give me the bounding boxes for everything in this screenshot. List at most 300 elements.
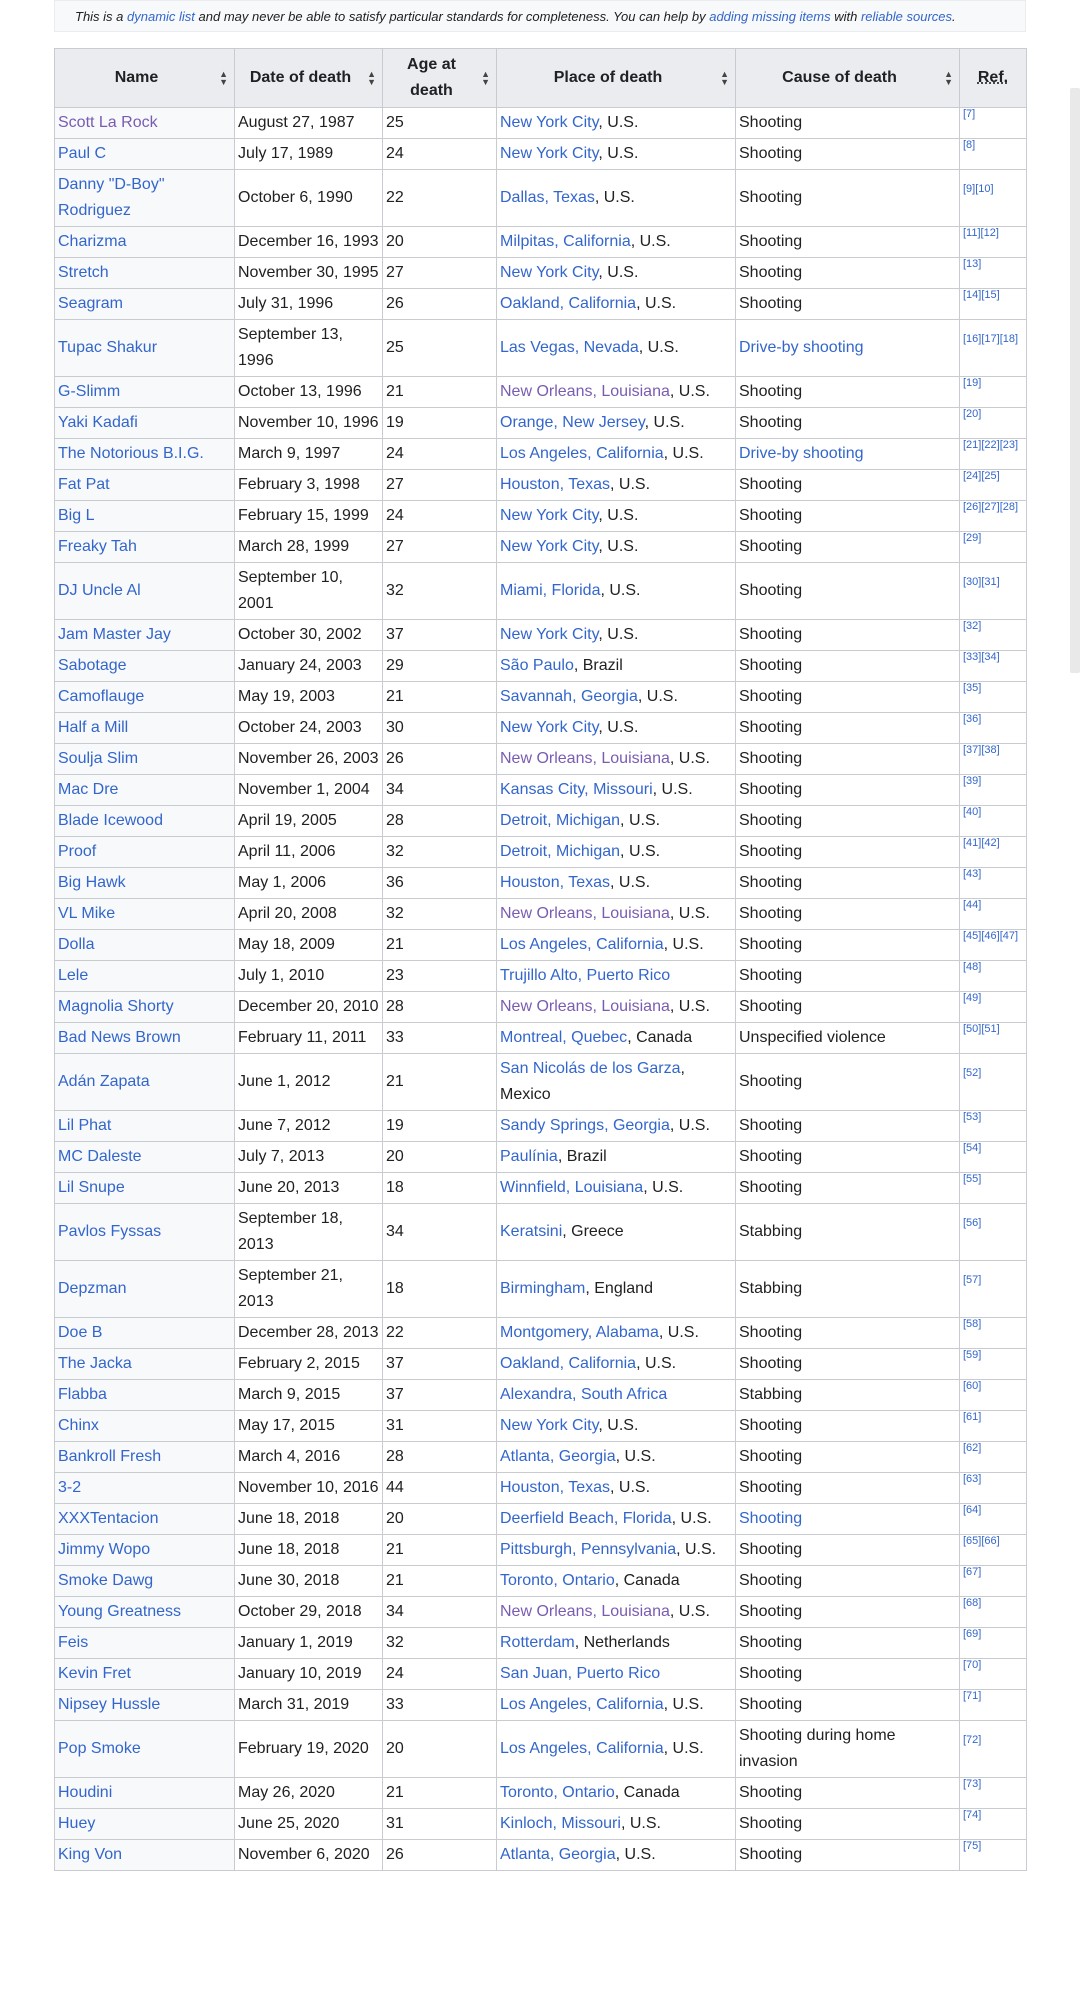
cause-text: Shooting xyxy=(739,414,803,431)
table-row xyxy=(55,1566,1027,1597)
cell-date: September 10, 2001 xyxy=(235,563,383,620)
artist-link[interactable]: Sabotage xyxy=(58,657,127,674)
place-link[interactable]: Miami, Florida xyxy=(500,582,601,599)
cell-ref xyxy=(960,1778,1027,1809)
reliable-sources-link[interactable]: reliable sources xyxy=(860,9,952,24)
place-rest: , U.S. xyxy=(669,1117,710,1134)
cause-link[interactable]: Drive-by shooting xyxy=(739,339,864,356)
cell-date: May 19, 2003 xyxy=(235,682,383,713)
place-rest: , U.S. xyxy=(676,1541,717,1558)
artist-link[interactable]: 3-2 xyxy=(58,1479,82,1496)
reference-link[interactable]: [61] xyxy=(963,1411,982,1423)
place-rest: , U.S. xyxy=(630,233,671,250)
cell-date: May 18, 2009 xyxy=(235,930,383,961)
artist-link[interactable]: Fat Pat xyxy=(58,476,110,493)
place-link[interactable]: Paulínia xyxy=(500,1148,558,1165)
artist-link[interactable]: Chinx xyxy=(58,1417,99,1434)
cell-ref xyxy=(960,377,1027,408)
reference-link[interactable]: [49] xyxy=(963,992,982,1004)
column-header-age[interactable] xyxy=(383,49,497,108)
cause-text: Stabbing xyxy=(739,1386,803,1403)
place-link[interactable]: Houston, Texas xyxy=(500,874,610,891)
reference-link[interactable]: [39] xyxy=(963,775,982,787)
cell-place xyxy=(497,408,736,439)
adding-missing-items-link[interactable]: adding missing items xyxy=(709,9,831,24)
cause-text: Shooting xyxy=(739,874,803,891)
cell-place xyxy=(497,1442,736,1473)
place-link[interactable]: Oakland, California xyxy=(500,295,637,312)
cell-name xyxy=(55,439,235,470)
reference-link[interactable]: [9][10] xyxy=(963,183,994,195)
cell-place xyxy=(497,1597,736,1628)
cell-date: September 18, 2013 xyxy=(235,1204,383,1261)
artist-link[interactable]: Flabba xyxy=(58,1386,107,1403)
cell-name xyxy=(55,837,235,868)
artist-link[interactable]: Camoflauge xyxy=(58,688,145,705)
column-header-ref xyxy=(960,49,1027,108)
artist-link[interactable]: Lil Phat xyxy=(58,1117,112,1134)
artist-link[interactable]: Scott La Rock xyxy=(58,114,158,131)
place-link[interactable]: Las Vegas, Nevada xyxy=(500,339,639,356)
cell-name xyxy=(55,682,235,713)
cell-place xyxy=(497,837,736,868)
table-row xyxy=(55,930,1027,961)
cause-text: Shooting xyxy=(739,1117,803,1134)
artist-link[interactable]: Big L xyxy=(58,507,95,524)
table-row xyxy=(55,744,1027,775)
place-link[interactable]: Montreal, Quebec xyxy=(500,1029,628,1046)
place-link[interactable]: New York City xyxy=(500,626,599,643)
reference-link[interactable]: [50][51] xyxy=(963,1023,1000,1035)
column-header-name[interactable] xyxy=(55,49,235,108)
sort-icon[interactable]: ▲ ▼ xyxy=(367,69,376,87)
cause-text: Shooting xyxy=(739,750,803,767)
cell-age: 30 xyxy=(383,713,497,744)
cell-place xyxy=(497,1690,736,1721)
artist-link[interactable]: Magnolia Shorty xyxy=(58,998,174,1015)
place-link[interactable]: Savannah, Georgia xyxy=(500,688,638,705)
reference-link[interactable]: [69] xyxy=(963,1628,982,1640)
cell-cause xyxy=(736,1173,960,1204)
reference-link[interactable]: [68] xyxy=(963,1597,982,1609)
reference-link[interactable]: [65][66] xyxy=(963,1535,1000,1547)
place-link[interactable]: Oakland, California xyxy=(500,1355,637,1372)
cell-ref xyxy=(960,1023,1027,1054)
reference-link[interactable]: [30][31] xyxy=(963,576,1000,588)
artist-link[interactable]: Adán Zapata xyxy=(58,1073,150,1090)
artist-link[interactable]: Pavlos Fyssas xyxy=(58,1223,162,1240)
cell-date: March 31, 2019 xyxy=(235,1690,383,1721)
place-rest: , U.S. xyxy=(598,538,639,555)
artist-link[interactable]: Feis xyxy=(58,1634,89,1651)
cause-text: Shooting xyxy=(739,812,803,829)
artist-link[interactable]: Pop Smoke xyxy=(58,1740,141,1757)
artist-link[interactable]: Seagram xyxy=(58,295,123,312)
cell-age: 25 xyxy=(383,108,497,139)
place-link[interactable]: Los Angeles, California xyxy=(500,1740,664,1757)
place-link[interactable]: Orange, New Jersey xyxy=(500,414,645,431)
cell-place xyxy=(497,899,736,930)
cause-link[interactable]: Drive-by shooting xyxy=(739,445,864,462)
cell-place xyxy=(497,563,736,620)
dynamic-list-link[interactable]: dynamic list xyxy=(127,9,195,24)
cell-ref xyxy=(960,563,1027,620)
place-link[interactable]: Rotterdam xyxy=(500,1634,575,1651)
artist-link[interactable]: Lele xyxy=(58,967,89,984)
cell-name xyxy=(55,1442,235,1473)
cell-place xyxy=(497,775,736,806)
artist-link[interactable]: Jam Master Jay xyxy=(58,626,171,643)
cell-age: 32 xyxy=(383,899,497,930)
cell-age: 34 xyxy=(383,1204,497,1261)
reference-link[interactable]: [74] xyxy=(963,1809,982,1821)
artist-link[interactable]: MC Daleste xyxy=(58,1148,142,1165)
reference-link[interactable]: [59] xyxy=(963,1349,982,1361)
column-header-cause[interactable] xyxy=(736,49,960,108)
place-link[interactable]: New York City xyxy=(500,145,599,162)
cell-ref xyxy=(960,620,1027,651)
place-link[interactable]: Los Angeles, California xyxy=(500,445,664,462)
artist-link[interactable]: The Notorious B.I.G. xyxy=(58,445,204,462)
place-rest: , U.S. xyxy=(594,189,635,206)
place-rest: , England xyxy=(585,1280,653,1297)
reference-link[interactable]: [67] xyxy=(963,1566,982,1578)
cell-name xyxy=(55,1054,235,1111)
artist-link[interactable]: Charizma xyxy=(58,233,127,250)
cause-text: Shooting xyxy=(739,657,803,674)
cell-ref xyxy=(960,439,1027,470)
cell-ref xyxy=(960,1840,1027,1871)
artist-link[interactable]: The Jacka xyxy=(58,1355,132,1372)
cause-text: Shooting xyxy=(739,264,803,281)
cell-date: October 29, 2018 xyxy=(235,1597,383,1628)
place-link[interactable]: San Nicolás de los Garza xyxy=(500,1060,681,1077)
artist-link[interactable]: Kevin Fret xyxy=(58,1665,131,1682)
place-link[interactable]: Detroit, Michigan xyxy=(500,843,621,860)
cause-text: Shooting xyxy=(739,538,803,555)
scrollbar[interactable] xyxy=(1070,88,1080,673)
cause-text: Shooting xyxy=(739,114,803,131)
cause-text: Shooting xyxy=(739,1696,803,1713)
cell-place xyxy=(497,1566,736,1597)
table-row xyxy=(55,439,1027,470)
cell-age: 28 xyxy=(383,992,497,1023)
reference-link[interactable]: [33][34] xyxy=(963,651,1000,663)
artist-link[interactable]: Dolla xyxy=(58,936,95,953)
table-row xyxy=(55,1261,1027,1318)
cause-text: Shooting xyxy=(739,1179,803,1196)
artist-link[interactable]: XXXTentacion xyxy=(58,1510,159,1527)
reference-link[interactable]: [20] xyxy=(963,408,982,420)
cell-cause xyxy=(736,1690,960,1721)
artist-link[interactable]: G-Slimm xyxy=(58,383,121,400)
cell-ref xyxy=(960,1809,1027,1840)
artist-link[interactable]: VL Mike xyxy=(58,905,116,922)
place-link[interactable]: Kinloch, Missouri xyxy=(500,1815,621,1832)
reference-link[interactable]: [14][15] xyxy=(963,289,1000,301)
place-link[interactable]: Los Angeles, California xyxy=(500,936,664,953)
place-link[interactable]: New York City xyxy=(500,114,599,131)
reference-link[interactable]: [40] xyxy=(963,806,982,818)
reference-link[interactable]: [56] xyxy=(963,1217,982,1229)
cell-date: November 30, 1995 xyxy=(235,258,383,289)
cell-place xyxy=(497,1111,736,1142)
reference-link[interactable]: [7] xyxy=(963,108,976,120)
cause-text: Shooting xyxy=(739,507,803,524)
place-link[interactable]: Sandy Springs, Georgia xyxy=(500,1117,670,1134)
cell-place xyxy=(497,806,736,837)
reference-link[interactable]: [57] xyxy=(963,1274,982,1286)
cause-text: Stabbing xyxy=(739,1223,803,1240)
cell-ref xyxy=(960,227,1027,258)
artist-link[interactable]: Depzman xyxy=(58,1280,127,1297)
cell-name xyxy=(55,1111,235,1142)
column-header-label: Age at death xyxy=(407,56,456,99)
place-link[interactable]: New Orleans, Louisiana xyxy=(500,905,670,922)
reference-link[interactable]: [21][22][23] xyxy=(963,439,1019,451)
place-link[interactable]: Los Angeles, California xyxy=(500,1696,664,1713)
reference-link[interactable]: [43] xyxy=(963,868,982,880)
cell-cause xyxy=(736,992,960,1023)
artist-link[interactable]: Nipsey Hussle xyxy=(58,1696,161,1713)
place-link[interactable]: New York City xyxy=(500,264,599,281)
reference-link[interactable]: [71] xyxy=(963,1690,982,1702)
artist-link[interactable]: DJ Uncle Al xyxy=(58,582,141,599)
place-link[interactable]: Keratsini xyxy=(500,1223,563,1240)
place-rest: , U.S. xyxy=(669,998,710,1015)
artist-link[interactable]: Freaky Tah xyxy=(58,538,137,555)
reference-link[interactable]: [70] xyxy=(963,1659,982,1671)
table-row xyxy=(55,682,1027,713)
artist-link[interactable]: Soulja Slim xyxy=(58,750,139,767)
place-link[interactable]: Kansas City, Missouri xyxy=(500,781,653,798)
reference-link[interactable]: [29] xyxy=(963,532,982,544)
cell-cause xyxy=(736,899,960,930)
cell-cause xyxy=(736,1659,960,1690)
reference-link[interactable]: [45][46][47] xyxy=(963,930,1019,942)
table-row xyxy=(55,1504,1027,1535)
cell-cause xyxy=(736,620,960,651)
place-link[interactable]: Atlanta, Georgia xyxy=(500,1846,616,1863)
cell-ref xyxy=(960,713,1027,744)
table-row xyxy=(55,1809,1027,1840)
place-link[interactable]: New Orleans, Louisiana xyxy=(500,1603,670,1620)
cause-text: Shooting xyxy=(739,1815,803,1832)
place-rest: , U.S. xyxy=(620,843,661,860)
cell-age: 27 xyxy=(383,470,497,501)
artist-link[interactable]: Proof xyxy=(58,843,97,860)
cell-cause xyxy=(736,837,960,868)
reference-link[interactable]: [35] xyxy=(963,682,982,694)
reference-link[interactable]: [53] xyxy=(963,1111,982,1123)
reference-link[interactable]: [52] xyxy=(963,1067,982,1079)
reference-link[interactable]: [60] xyxy=(963,1380,982,1392)
notice-text: This is a xyxy=(75,9,128,24)
cell-name xyxy=(55,1690,235,1721)
cell-ref xyxy=(960,806,1027,837)
artist-link[interactable]: Paul C xyxy=(58,145,107,162)
place-link[interactable]: New York City xyxy=(500,719,599,736)
place-link[interactable]: San Juan, Puerto Rico xyxy=(500,1665,661,1682)
reference-link[interactable]: [26][27][28] xyxy=(963,501,1019,513)
place-link[interactable]: Houston, Texas xyxy=(500,1479,610,1496)
place-link[interactable]: Birmingham xyxy=(500,1280,586,1297)
artist-link[interactable]: Stretch xyxy=(58,264,109,281)
place-link[interactable]: New Orleans, Louisiana xyxy=(500,998,670,1015)
place-link[interactable]: Pittsburgh, Pennsylvania xyxy=(500,1541,677,1558)
cell-place xyxy=(497,139,736,170)
reference-link[interactable]: [72] xyxy=(963,1734,982,1746)
cell-ref xyxy=(960,868,1027,899)
artist-link[interactable]: Huey xyxy=(58,1815,96,1832)
sort-icon[interactable]: ▲ ▼ xyxy=(481,69,490,87)
cause-link[interactable]: Shooting xyxy=(739,1510,803,1527)
cell-place xyxy=(497,1318,736,1349)
cell-name xyxy=(55,1023,235,1054)
reference-link[interactable]: [13] xyxy=(963,258,982,270)
artist-link[interactable]: Tupac Shakur xyxy=(58,339,158,356)
cell-place xyxy=(497,258,736,289)
cell-cause xyxy=(736,532,960,563)
sort-icon[interactable]: ▲ ▼ xyxy=(944,69,953,87)
place-link[interactable]: Toronto, Ontario xyxy=(500,1784,615,1801)
column-header-label: Date of death xyxy=(249,69,352,86)
place-link[interactable]: Milpitas, California xyxy=(500,233,631,250)
artist-link[interactable]: Mac Dre xyxy=(58,781,119,798)
reference-link[interactable]: [37][38] xyxy=(963,744,1000,756)
cell-age: 31 xyxy=(383,1411,497,1442)
reference-link[interactable]: [8] xyxy=(963,139,976,151)
artist-link[interactable]: Blade Icewood xyxy=(58,812,163,829)
cell-place xyxy=(497,532,736,563)
artist-link[interactable]: Smoke Dawg xyxy=(58,1572,154,1589)
cell-date: November 26, 2003 xyxy=(235,744,383,775)
place-link[interactable]: New Orleans, Louisiana xyxy=(500,383,670,400)
cell-name xyxy=(55,563,235,620)
cell-name xyxy=(55,320,235,377)
artist-link[interactable]: King Von xyxy=(58,1846,123,1863)
artist-link[interactable]: Young Greatness xyxy=(58,1603,182,1620)
place-rest: , U.S. xyxy=(598,507,639,524)
cell-age: 37 xyxy=(383,1380,497,1411)
reference-link[interactable]: [44] xyxy=(963,899,982,911)
artist-link[interactable]: Yaki Kadafi xyxy=(58,414,138,431)
reference-link[interactable]: [63] xyxy=(963,1473,982,1485)
table-row xyxy=(55,139,1027,170)
reference-link[interactable]: [73] xyxy=(963,1778,982,1790)
cell-age: 25 xyxy=(383,320,497,377)
artist-link[interactable]: Jimmy Wopo xyxy=(58,1541,151,1558)
cause-text: Shooting xyxy=(739,383,803,400)
cell-cause xyxy=(736,1535,960,1566)
place-link[interactable]: Winnfield, Louisiana xyxy=(500,1179,644,1196)
cell-age: 22 xyxy=(383,170,497,227)
reference-link[interactable]: [16][17][18] xyxy=(963,333,1019,345)
cell-cause xyxy=(736,744,960,775)
cell-age: 37 xyxy=(383,620,497,651)
place-rest: , Netherlands xyxy=(574,1634,670,1651)
place-link[interactable]: New York City xyxy=(500,538,599,555)
place-link[interactable]: New York City xyxy=(500,1417,599,1434)
column-header-date[interactable] xyxy=(235,49,383,108)
cause-text: Shooting xyxy=(739,998,803,1015)
cell-age: 18 xyxy=(383,1261,497,1318)
cell-age: 20 xyxy=(383,1504,497,1535)
cell-date: June 25, 2020 xyxy=(235,1809,383,1840)
artist-link[interactable]: Danny "D-Boy" Rodriguez xyxy=(58,176,165,219)
place-link[interactable]: Deerfield Beach, Florida xyxy=(500,1510,672,1527)
place-link[interactable]: São Paulo xyxy=(500,657,574,674)
cause-text: Shooting xyxy=(739,781,803,798)
reference-link[interactable]: [75] xyxy=(963,1840,982,1852)
cell-cause xyxy=(736,108,960,139)
place-link[interactable]: Toronto, Ontario xyxy=(500,1572,615,1589)
reference-link[interactable]: [54] xyxy=(963,1142,982,1154)
sort-icon[interactable]: ▲ ▼ xyxy=(720,69,729,87)
table-row xyxy=(55,377,1027,408)
place-link[interactable]: New York City xyxy=(500,507,599,524)
place-link[interactable]: Trujillo Alto, Puerto Rico xyxy=(500,967,671,984)
reference-link[interactable]: [41][42] xyxy=(963,837,1000,849)
cell-name xyxy=(55,1204,235,1261)
place-rest: , U.S. xyxy=(598,626,639,643)
place-link[interactable]: Houston, Texas xyxy=(500,476,610,493)
place-rest: , U.S. xyxy=(598,114,639,131)
artist-link[interactable]: Big Hawk xyxy=(58,874,126,891)
cell-date: June 18, 2018 xyxy=(235,1535,383,1566)
place-link[interactable]: Atlanta, Georgia xyxy=(500,1448,616,1465)
place-rest: , U.S. xyxy=(643,1179,684,1196)
artist-link[interactable]: Bankroll Fresh xyxy=(58,1448,162,1465)
artist-link[interactable]: Houdini xyxy=(58,1784,113,1801)
place-link[interactable]: Detroit, Michigan xyxy=(500,812,621,829)
reference-link[interactable]: [24][25] xyxy=(963,470,1000,482)
reference-link[interactable]: [48] xyxy=(963,961,982,973)
cell-place xyxy=(497,1840,736,1871)
cell-date: July 7, 2013 xyxy=(235,1142,383,1173)
reference-link[interactable]: [36] xyxy=(963,713,982,725)
cell-cause xyxy=(736,682,960,713)
place-link[interactable]: Dallas, Texas xyxy=(500,189,595,206)
column-header-place[interactable] xyxy=(497,49,736,108)
reference-link[interactable]: [19] xyxy=(963,377,982,389)
cell-ref xyxy=(960,1504,1027,1535)
artist-link[interactable]: Half a Mill xyxy=(58,719,129,736)
reference-link[interactable]: [58] xyxy=(963,1318,982,1330)
place-rest: , U.S. xyxy=(669,905,710,922)
sort-icon[interactable]: ▲ ▼ xyxy=(219,69,228,87)
artist-link[interactable]: Doe B xyxy=(58,1324,103,1341)
cell-age: 18 xyxy=(383,1173,497,1204)
column-header-label: Ref. xyxy=(977,69,1009,86)
reference-link[interactable]: [62] xyxy=(963,1442,982,1454)
place-link[interactable]: Montgomery, Alabama xyxy=(500,1324,659,1341)
reference-link[interactable]: [64] xyxy=(963,1504,982,1516)
artist-link[interactable]: Lil Snupe xyxy=(58,1179,125,1196)
reference-link[interactable]: [55] xyxy=(963,1173,982,1185)
place-rest: , U.S. xyxy=(610,476,651,493)
place-link[interactable]: Alexandra, South Africa xyxy=(500,1386,668,1403)
place-link[interactable]: New Orleans, Louisiana xyxy=(500,750,670,767)
cause-text: Shooting xyxy=(739,1355,803,1372)
cell-age: 21 xyxy=(383,1054,497,1111)
reference-link[interactable]: [32] xyxy=(963,620,982,632)
cell-ref xyxy=(960,961,1027,992)
cell-place xyxy=(497,1809,736,1840)
cell-date: June 7, 2012 xyxy=(235,1111,383,1142)
reference-link[interactable]: [11][12] xyxy=(963,227,999,239)
artist-link[interactable]: Bad News Brown xyxy=(58,1029,181,1046)
